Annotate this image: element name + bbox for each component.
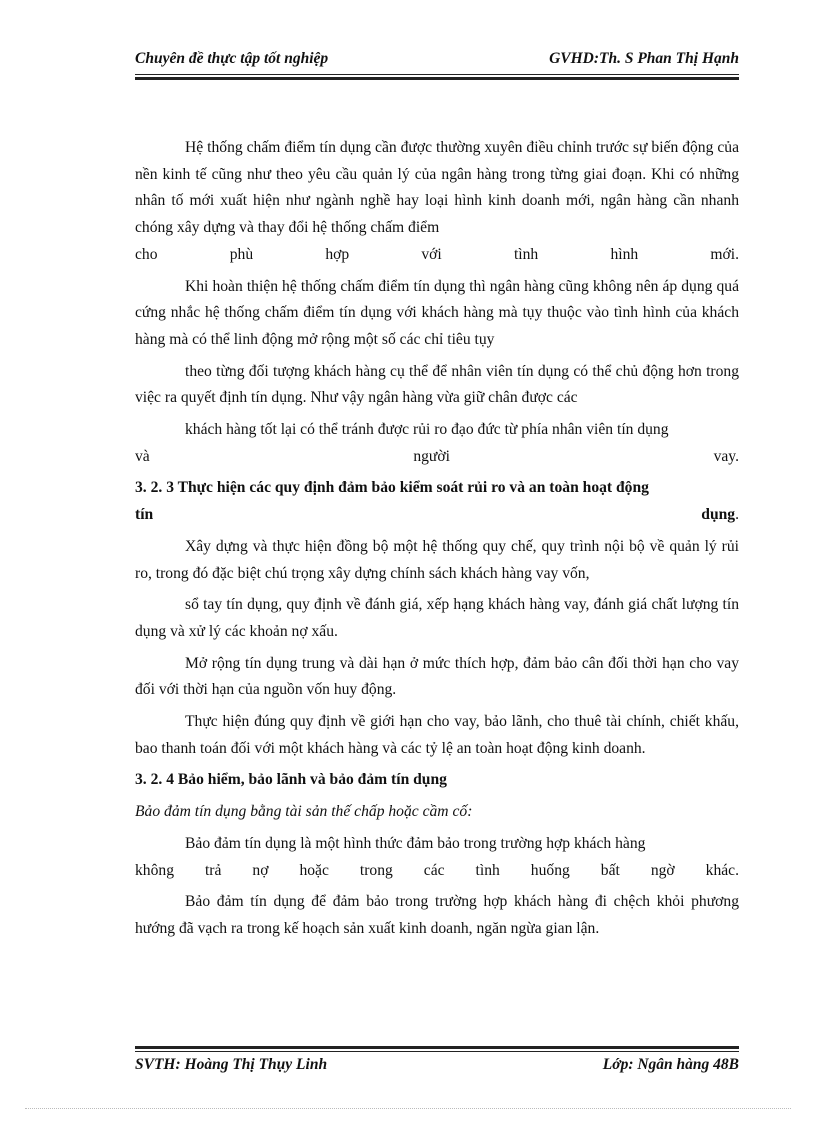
section-heading-323-word-b: dụng [701,506,736,524]
section-heading-323-word-b-wrap [701,502,739,529]
paragraph-scoring-adjust-tail: cho phù hợp với tình hình mới. [135,245,739,263]
paragraph-credit-guarantee-tail: không trả nợ hoặc trong các tình huống bất ngờ khác. [135,861,739,879]
header-document-title: Chuyên đề thực tập tốt nghiệp [135,50,329,67]
paragraph-risk-regulation: Xây dựng và thực hiện đồng bộ một hệ thống quy chế, quy trình nội bộ về quản lý rủi ro, trong đó đặc biệt chú trọng xây dựng chính sách khách hàng vay vốn, [135,537,739,582]
paragraph-customer-object: theo từng đối tượng khách hàng cụ thể để nhân viên tín dụng có thể chủ động hơn trong việc ra quyết định tín dụng. Như vậy ngân hàng vừa giữ chân được các [135,362,739,407]
paragraph-good-customers: khách hàng tốt lại có thể tránh được rủi ro đạo đức từ phía nhân viên tín dụng [185,421,669,439]
subheading-collateral: Bảo đảm tín dụng bằng tài sản thế chấp hoặc cầm cố: [135,803,473,821]
section-heading-323-word-a: tín [135,506,154,524]
header-supervisor: GVHD:Th. S Phan Thị Hạnh [549,50,739,67]
paragraph-lending-limits: Thực hiện đúng quy định về giới hạn cho vay, bảo lãnh, cho thuê tài chính, chiết khấu, bao thanh toán đối với một khách hàng và các tỷ lệ an toàn hoạt động kinh doanh. [135,713,739,757]
header-rule-thin [135,74,739,75]
page-footer [135,1056,739,1082]
page-body [135,135,739,948]
section-heading-323: 3. 2. 3 Thực hiện các quy định đảm bảo kiểm soát rủi ro và an toàn hoạt động [135,479,649,497]
footer-student: SVTH: Hoàng Thị Thụy Linh [135,1056,328,1073]
paragraph-credit-guarantee: Bảo đảm tín dụng là một hình thức đảm bảo trong trường hợp khách hàng [185,834,646,852]
section-heading-323-tail [135,502,739,529]
footer-rule-thick [135,1046,739,1049]
paragraph-scoring-flexible: Khi hoàn thiện hệ thống chấm điểm tín dụng thì ngân hàng cũng không nên áp dụng quá cứng nhắc hệ thống chấm điểm tín dụng với khách hàng mà tụy thuộc vào tình hình của khách hàng mà có thể linh động mở rộng một số các chỉ tiêu tụy [135,277,739,348]
page-bottom-edge [25,1108,791,1109]
section-heading-324: 3. 2. 4 Bảo hiểm, bảo lãnh và bảo đảm tín dụng [135,771,447,789]
paragraph-scoring-adjust: Hệ thống chấm điểm tín dụng cần được thường xuyên điều chỉnh trước sự biến động của nền kinh tế cũng như theo yêu cầu quản lý của ngân hàng trong từng giai đoạn. Khi có những nhân tố mới xuất hiện như ngành nghề hay loại hình kinh doanh mới, ngân hàng cần nhanh chóng xây dựng và thay đổi hệ thống chấm điểm [135,139,739,237]
page-header [135,48,739,74]
paragraph-good-customers-tail: và người vay. [135,447,739,465]
header-rule-thick [135,77,739,80]
paragraph-guarantee-purpose: Bảo đảm tín dụng để đảm bảo trong trường hợp khách hàng đi chệch khỏi phương hướng đã vạch ra trong kế hoạch sản xuất kinh doanh, ngăn ngừa gian lận. [135,893,739,937]
paragraph-credit-handbook: sổ tay tín dụng, quy định về đánh giá, xếp hạng khách hàng vay, đánh giá chất lượng tín dụng và xử lý các khoản nợ xấu. [135,596,739,640]
section-heading-323-dot: . [735,506,739,524]
footer-class: Lớp: Ngân hàng 48B [602,1056,739,1073]
footer-rule-thin [135,1051,739,1052]
paragraph-long-term-credit: Mở rộng tín dụng trung và dài hạn ở mức thích hợp, đảm bảo cân đối thời hạn cho vay đối với thời hạn của nguồn vốn huy động. [135,654,739,699]
